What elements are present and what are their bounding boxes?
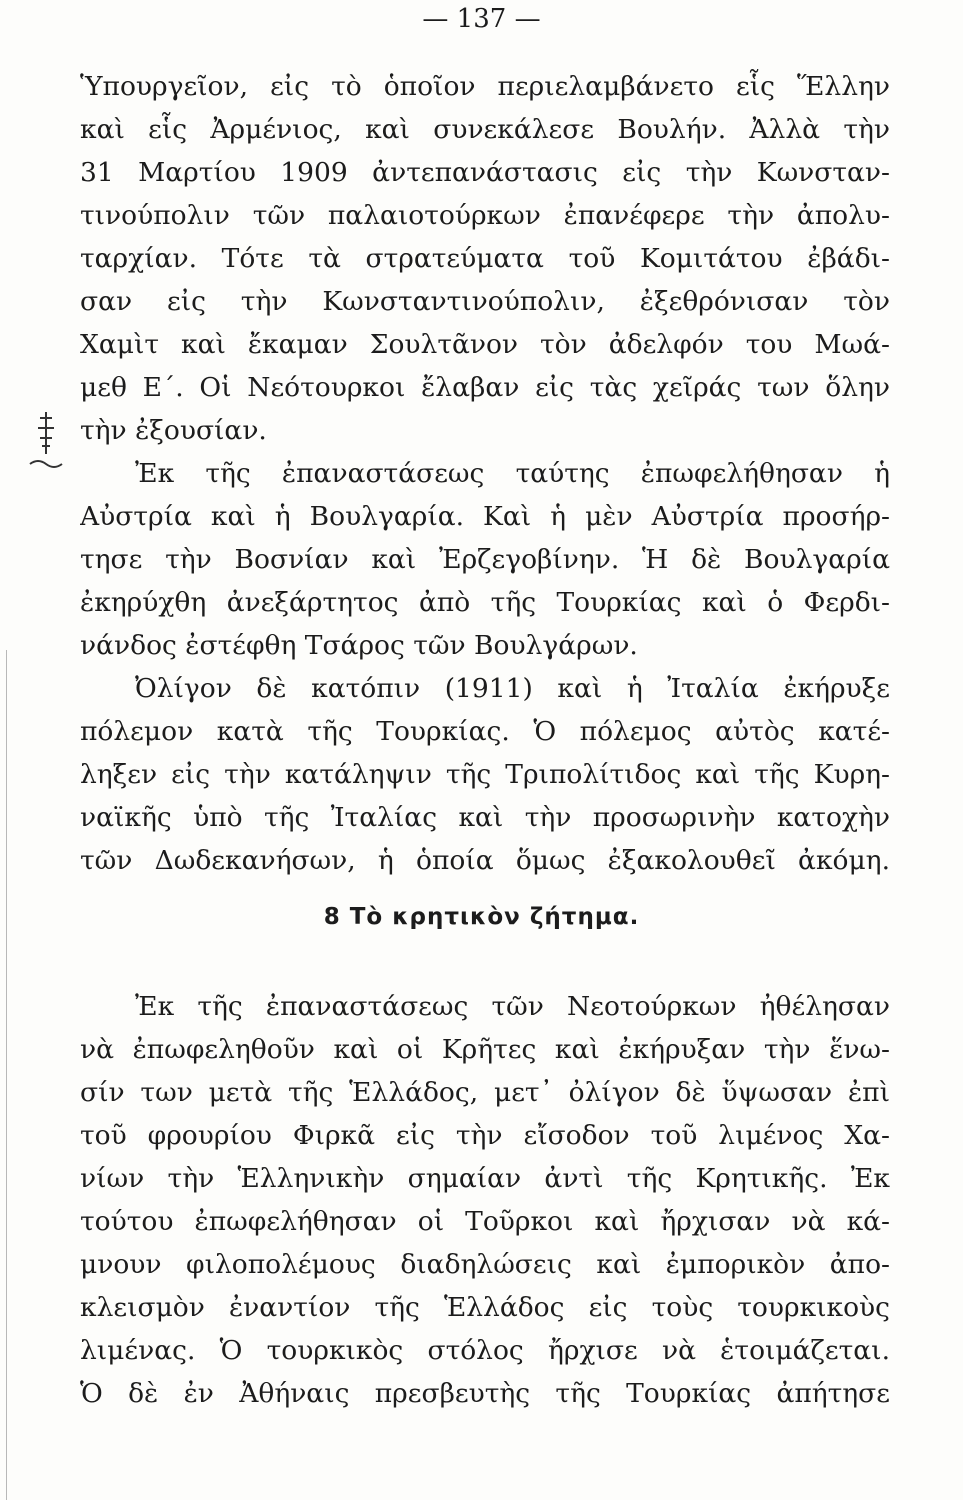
paragraph-line: ἐκηρύχθη ἀνεξάρτητος ἀπὸ τῆς Τουρκίας καὶ ὁ Φερδι-	[80, 587, 890, 618]
paragraph-line: ταρχίαν. Τότε τὰ στρατεύματα τοῦ Κομιτάτου ἐβάδι-	[80, 243, 890, 274]
paragraph-line: τινούπολιν τῶν παλαιοτούρκων ἐπανέφερε τὴν ἀπολυ-	[80, 200, 890, 231]
paragraph-line: τοῦ φρουρίου Φιρκᾶ εἰς τὴν εἴσοδον τοῦ λιμένος Χα-	[80, 1120, 890, 1151]
paragraph-line: ληξεν εἰς τὴν κατάληψιν τῆς Τριπολίτιδος καὶ τῆς Κυρη-	[80, 759, 890, 790]
paragraph-line: σίν των μετὰ τῆς Ἑλλάδος, μετ᾽ ὀλίγον δὲ ὕψωσαν ἐπὶ	[80, 1077, 890, 1108]
text-column-bottom	[80, 985, 890, 1415]
paragraph-line: Χαμὶτ καὶ ἔκαμαν Σουλτᾶνον τὸν ἀδελφόν του Μωά-	[80, 329, 890, 360]
paragraph-line: τησε τὴν Βοσνίαν καὶ Ἐρζεγοβίνην. Ἡ δὲ Βουλγαρία	[80, 544, 890, 575]
paragraph-line: Ὁ δὲ ἐν Ἀθήναις πρεσβευτὴς τῆς Τουρκίας ἀπήτησε	[80, 1378, 890, 1409]
paragraph-line: Αὐστρία καὶ ἡ Βουλγαρία. Καὶ ἡ μὲν Αὐστρία προσήρ-	[80, 501, 890, 532]
paragraph-line: μνουν φιλοπολέμους διαδηλώσεις καὶ ἐμπορικὸν ἀπο-	[80, 1249, 890, 1280]
paragraph-line: κλεισμὸν ἐναντίον τῆς Ἑλλάδος εἰς τοὺς τουρκικοὺς	[80, 1292, 890, 1323]
paragraph-line: σαν εἰς τὴν Κωνσταντινούπολιν, ἐξεθρόνισαν τὸν	[80, 286, 890, 317]
paragraph-line: νάνδος ἐστέφθη Τσάρος τῶν Βουλγάρων.	[80, 630, 638, 661]
text-column-top	[80, 65, 890, 882]
paragraph-line: τούτου ἐπωφελήθησαν οἱ Τοῦρκοι καὶ ἤρχισαν νὰ κά-	[80, 1206, 890, 1237]
paragraph-line: καὶ εἷς Ἀρμένιος, καὶ συνεκάλεσε Βουλήν. Ἀλλὰ τὴν	[80, 114, 890, 145]
paragraph-line: Ὑπουργεῖον, εἰς τὸ ὁποῖον περιελαμβάνετο εἷς Ἕλλην	[80, 71, 890, 102]
gutter-line	[6, 650, 7, 1500]
paragraph-line: Ἐκ τῆς ἐπαναστάσεως τῶν Νεοτούρκων ἠθέλησαν	[135, 991, 890, 1022]
paragraph-line: ναϊκῆς ὑπὸ τῆς Ἰταλίας καὶ τὴν προσωρινὴν κατοχὴν	[80, 802, 890, 833]
page-number: — 137 —	[422, 4, 541, 34]
margin-annotation-mark	[28, 408, 64, 474]
paragraph-line: 31 Μαρτίου 1909 ἀντεπανάστασις εἰς τὴν Κωνσταν-	[80, 157, 890, 188]
paragraph-line: Ὀλίγον δὲ κατόπιν (1911) καὶ ἡ Ἰταλία ἐκήρυξε	[135, 673, 890, 704]
paragraph-line: νίων τὴν Ἑλληνικὴν σημαίαν ἀντὶ τῆς Κρητικῆς. Ἐκ	[80, 1163, 890, 1194]
section-heading: 8 Τὸ κρητικὸν ζήτημα.	[323, 904, 640, 930]
paragraph-line: λιμένας. Ὁ τουρκικὸς στόλος ἤρχισε νὰ ἑτοιμάζεται.	[80, 1335, 890, 1366]
paragraph-line: πόλεμον κατὰ τῆς Τουρκίας. Ὁ πόλεμος αὐτὸς κατέ-	[80, 716, 890, 747]
paragraph-line: μεθ Ε΄. Οἱ Νεότουρκοι ἔλαβαν εἰς τὰς χεῖράς των ὅλην	[80, 372, 890, 403]
paragraph-line: νὰ ἐπωφεληθοῦν καὶ οἱ Κρῆτες καὶ ἐκήρυξαν τὴν ἕνω-	[80, 1034, 890, 1065]
paragraph-line: Ἐκ τῆς ἐπαναστάσεως ταύτης ἐπωφελήθησαν ἡ	[135, 458, 890, 489]
paragraph-line: τῶν Δωδεκανήσων, ἡ ὁποία ὅμως ἐξακολουθεῖ ἀκόμη.	[80, 845, 890, 876]
paragraph-line: τὴν ἐξουσίαν.	[80, 415, 267, 446]
